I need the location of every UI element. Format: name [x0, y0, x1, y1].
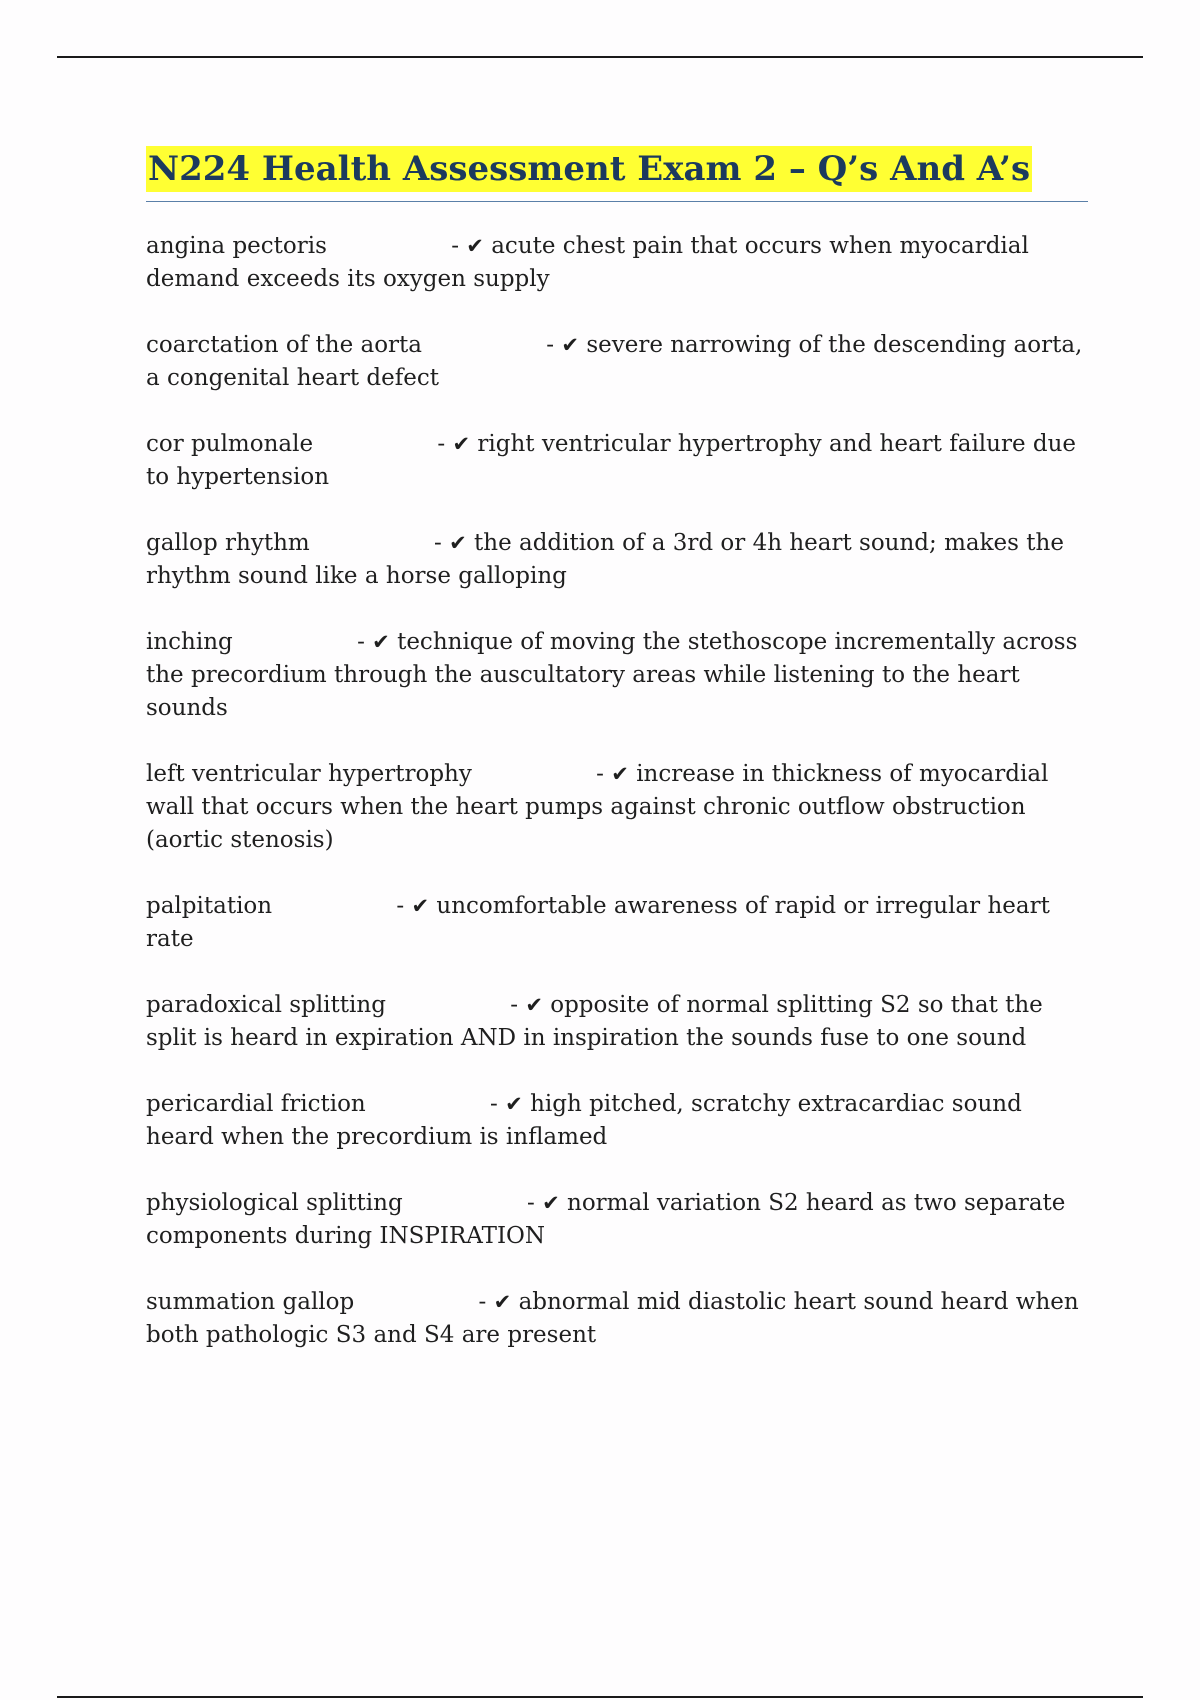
entry-definition: technique of moving the stethoscope incrementally across the precordium through the auscultatory areas while listening to the heart sounds	[146, 629, 1078, 721]
entry-definition: right ventricular hypertrophy and heart failure due to hypertension	[146, 431, 1077, 490]
separator-dash: -	[478, 1289, 487, 1315]
check-icon: ✔	[372, 630, 390, 654]
check-icon: ✔	[542, 1191, 560, 1215]
entry-term: inching	[146, 629, 233, 655]
top-rule	[57, 56, 1143, 58]
check-icon: ✔	[452, 432, 471, 456]
title-block	[146, 146, 1088, 202]
entry-list	[146, 230, 1086, 1385]
entry-definition: severe narrowing of the descending aorta, a congenital heart defect	[146, 332, 1083, 391]
entry-term: paradoxical splitting	[146, 992, 386, 1018]
page-title: N224 Health Assessment Exam 2 – Q’s And A’s	[146, 146, 1032, 192]
entry-definition: opposite of normal splitting S2 so that the split is heard in expiration AND in inspiration the sounds fuse to one sound	[146, 992, 1043, 1051]
check-icon: ✔	[449, 531, 467, 555]
separator-dash: -	[434, 530, 442, 556]
check-icon: ✔	[561, 333, 579, 357]
list-item	[146, 890, 1086, 956]
separator-dash: -	[451, 233, 459, 259]
entry-term: cor pulmonale	[146, 431, 314, 457]
entry-term: summation gallop	[146, 1289, 355, 1315]
list-item	[146, 428, 1086, 494]
list-item	[146, 230, 1086, 296]
separator-dash: -	[490, 1091, 498, 1117]
check-icon: ✔	[525, 993, 543, 1017]
entry-definition: abnormal mid diastolic heart sound heard when both pathologic S3 and S4 are present	[146, 1289, 1079, 1348]
check-icon: ✔	[411, 894, 430, 918]
check-icon: ✔	[466, 234, 484, 258]
check-icon: ✔	[493, 1290, 512, 1314]
entry-definition: acute chest pain that occurs when myocardial demand exceeds its oxygen supply	[146, 233, 1029, 292]
entry-term: pericardial friction	[146, 1091, 366, 1117]
entry-term: coarctation of the aorta	[146, 332, 422, 358]
list-item	[146, 1187, 1086, 1253]
entry-definition: the addition of a 3rd or 4h heart sound; makes the rhythm sound like a horse galloping	[146, 530, 1064, 589]
entry-term: palpitation	[146, 893, 273, 919]
separator-dash: -	[357, 629, 365, 655]
entry-term: angina pectoris	[146, 233, 327, 259]
entry-term: gallop rhythm	[146, 530, 310, 556]
list-item	[146, 626, 1086, 725]
separator-dash: -	[596, 761, 604, 787]
list-item	[146, 989, 1086, 1055]
list-item	[146, 1088, 1086, 1154]
separator-dash: -	[510, 992, 518, 1018]
entry-definition: increase in thickness of myocardial wall that occurs when the heart pumps against chronic outflow obstruction (aortic stenosis)	[146, 761, 1049, 853]
list-item	[146, 1286, 1086, 1352]
separator-dash: -	[527, 1190, 535, 1216]
list-item	[146, 527, 1086, 593]
bottom-rule	[57, 1696, 1143, 1698]
entry-term: left ventricular hypertrophy	[146, 761, 472, 787]
entry-term: physiological splitting	[146, 1190, 403, 1216]
separator-dash: -	[396, 893, 405, 919]
list-item	[146, 758, 1086, 857]
entry-definition: high pitched, scratchy extracardiac sound heard when the precordium is inflamed	[146, 1091, 1022, 1150]
separator-dash: -	[546, 332, 555, 358]
check-icon: ✔	[611, 762, 629, 786]
separator-dash: -	[437, 431, 446, 457]
list-item	[146, 329, 1086, 395]
check-icon: ✔	[505, 1092, 523, 1116]
entry-definition: uncomfortable awareness of rapid or irregular heart rate	[146, 893, 1050, 952]
entry-definition: normal variation S2 heard as two separate components during INSPIRATION	[146, 1190, 1066, 1249]
